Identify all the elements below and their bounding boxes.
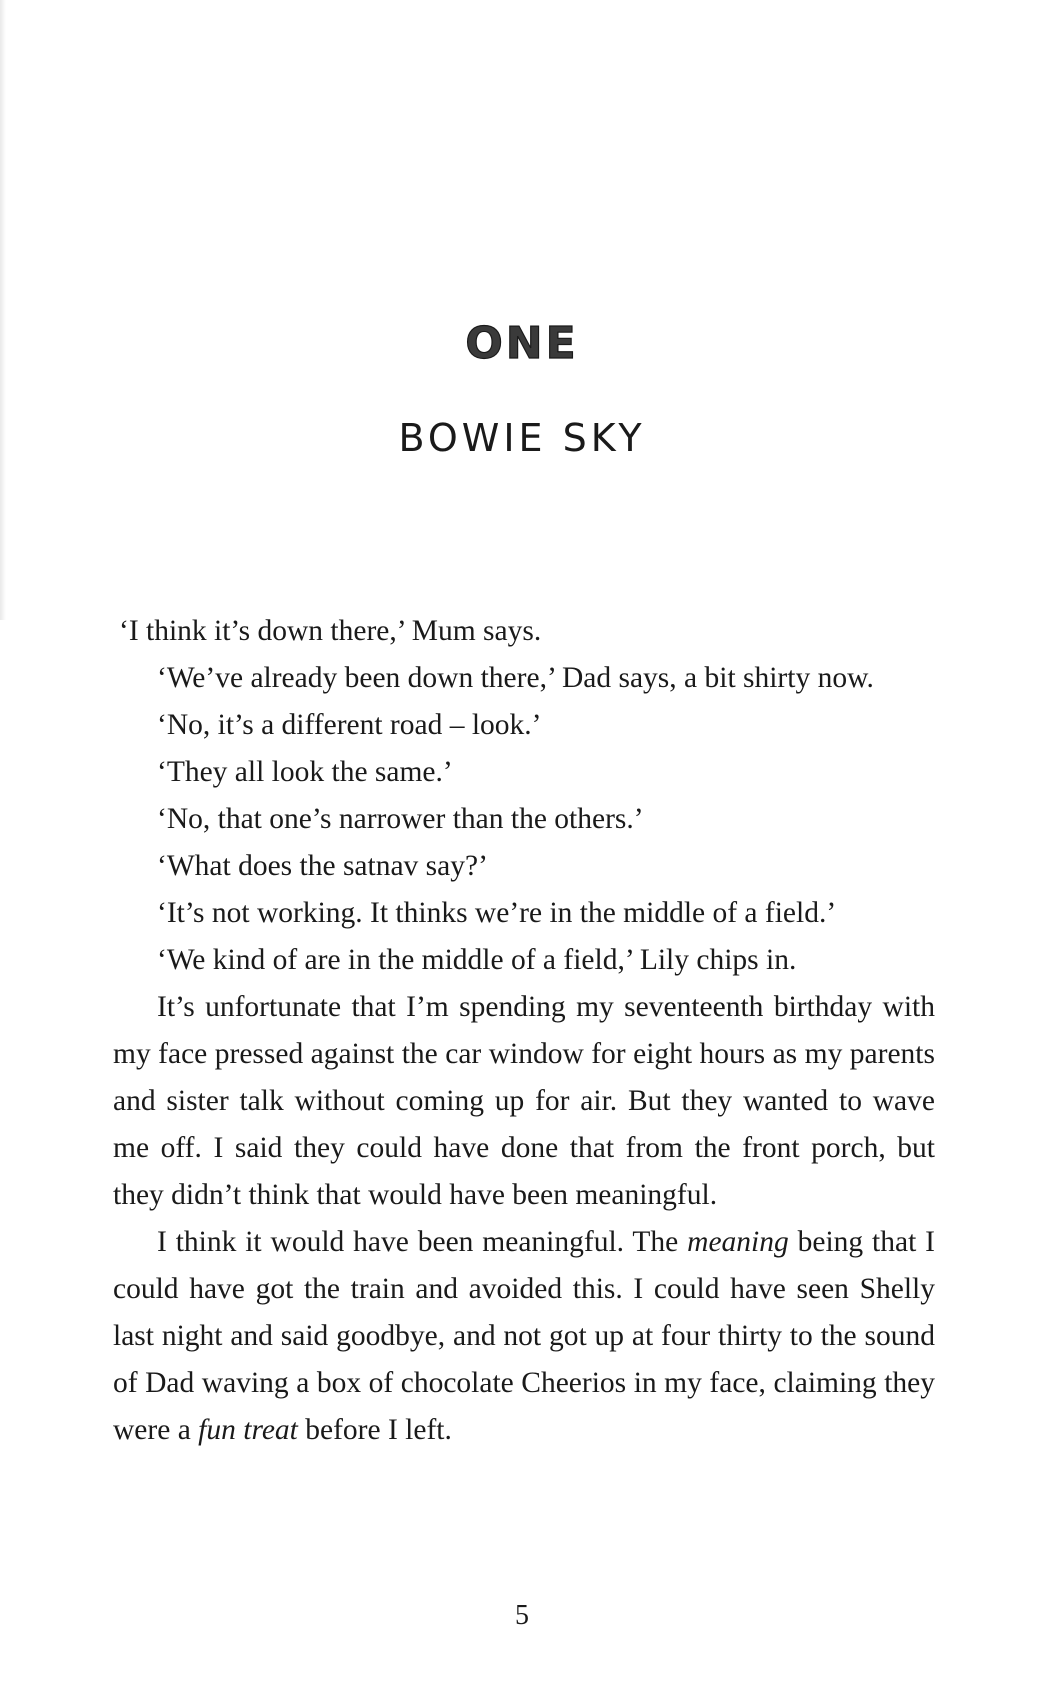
paragraph: ‘We’ve already been down there,’ Dad says, a bit shirty now. [157,662,874,694]
paragraph: It’s unfortunate that I’m spending my seventeenth birthday with my face pressed against the car window for eight hours as my parents and sister talk without coming up for air. But they wanted to wave me off. I said they could have done that from the front porch, but they didn’t think that would have been meaningful. [113,991,935,1211]
paragraph: ‘It’s not working. It thinks we’re in the middle of a field.’ [157,897,837,929]
paragraph-text: I think it would have been meaningful. The [157,1226,688,1258]
page-gutter-shadow [0,0,6,620]
chapter-number: ONE [465,318,579,369]
chapter-body [113,608,935,1454]
paragraph: ‘I think it’s down there,’ Mum says. [119,615,542,647]
chapter-title: BOWIE SKY [398,416,646,460]
paragraph: ‘No, that one’s narrower than the others.’ [157,803,644,835]
paragraph-text: before I left. [297,1414,452,1446]
emphasis-text: fun treat [198,1414,298,1446]
paragraph: ‘We kind of are in the middle of a field,’ Lily chips in. [157,944,797,976]
paragraph: ‘What does the satnav say?’ [157,850,488,882]
page-number: 5 [515,1600,529,1631]
paragraph-text: being that I could have got the train and avoided this. I could have seen Shelly last night and said goodbye, and not got up at four thirty to the sound of Dad waving a box of chocolate Cheerios in my face, claiming they were a [113,1226,935,1446]
paragraph-last [113,1219,935,1454]
paragraph: ‘They all look the same.’ [157,756,453,788]
paragraph: ‘No, it’s a different road – look.’ [157,709,542,741]
emphasis-text: meaning [687,1226,789,1258]
